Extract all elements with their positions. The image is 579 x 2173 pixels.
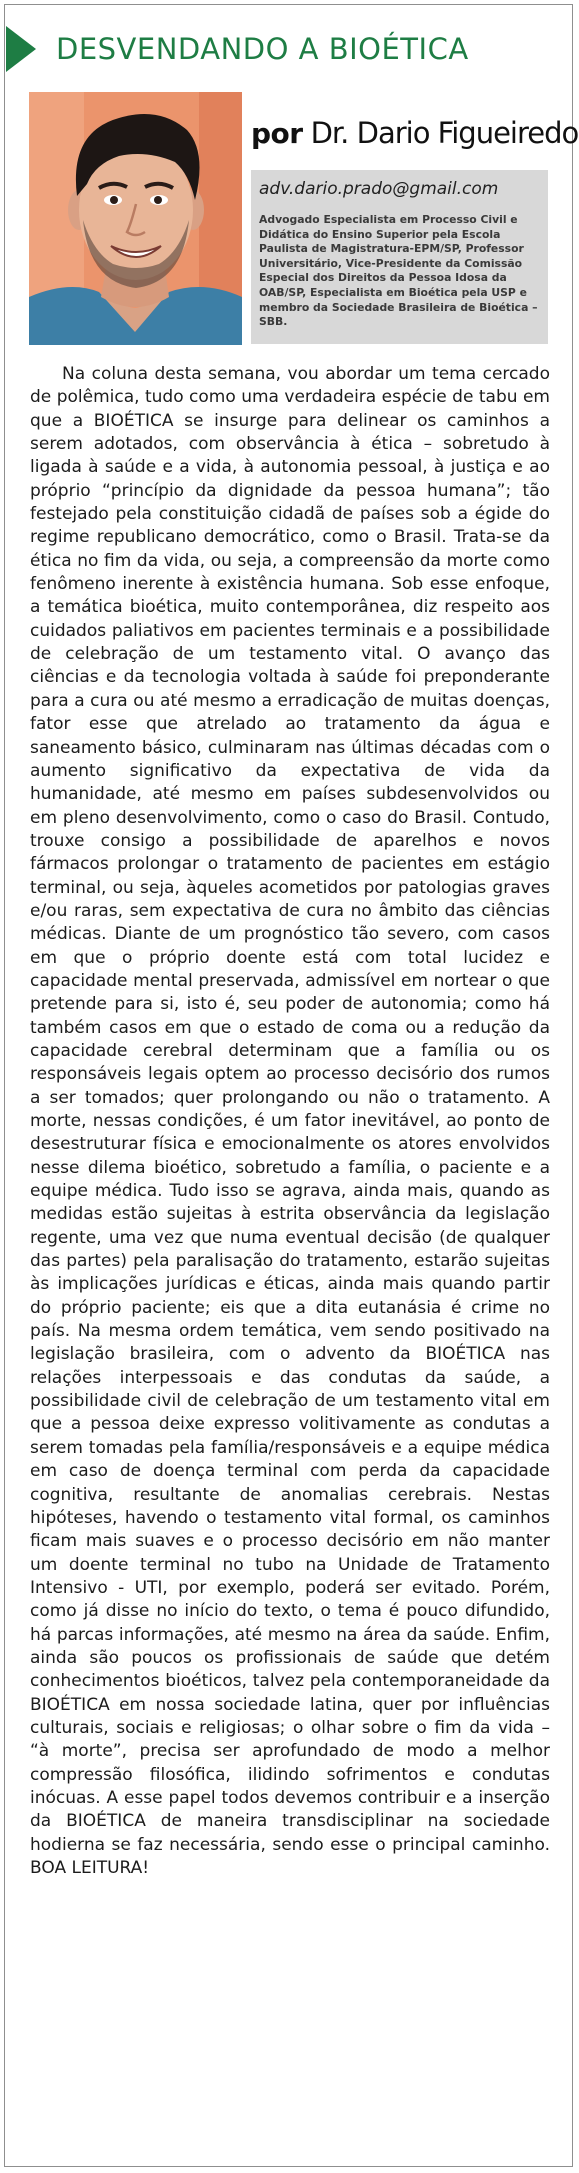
author-byline	[251, 116, 578, 150]
author-bio: Advogado Especialista em Processo Civil e Didática do Ensino Superior pela Escola Paulista de Magistratura-EPM/SP, Professor Universitário, Vice-Presidente da Comissão Especial dos Direitos da Pessoa Idosa da OAB/SP, Especialista em Bioética pela USP e membro da Sociedade Brasileira de Bioética – SBB.	[259, 213, 538, 329]
column-title: DESVENDANDO A BIOÉTICA	[56, 32, 469, 66]
column-header	[0, 10, 576, 68]
article-body	[30, 363, 550, 1880]
byline-prefix: por	[251, 117, 303, 150]
author-name: Dr. Dario Figueiredo	[310, 116, 579, 150]
author-email[interactable]: adv.dario.prado@gmail.com	[259, 179, 499, 199]
article-text: Na coluna desta semana, vou abordar um tema cercado de polêmica, tudo como uma verdadeira espécie de tabu em que a BIOÉTICA se insurge para delinear os caminhos a serem adotados, com observância à ética – sobretudo à ligada à saúde e a vida, à autonomia pessoal, à justiça e ao próprio “princípio da dignidade da pessoa humana”; tão festejado pela constituição cidadã de países sob a égide do regime republicano democrático, como o Brasil. Trata-se da ética no fim da vida, ou seja, a compreensão da morte como fenômeno inerente à existência humana. Sob esse enfoque, a temática bioética, muito contemporânea, diz respeito aos cuidados paliativos em pacientes terminais e a possibilidade de celebração de um testamento vital. O avanço das ciências e da tecnologia voltada à saúde foi preponderante para a cura ou até mesmo a erradicação de muitas doenças, fator esse que atrelado ao tratamento da água e saneamento básico, culminaram nas últimas décadas com o aumento significativo da expectativa de vida da humanidade, até mesmo em países subdesenvolvidos ou em pleno desenvolvimento, como o caso do Brasil. Contudo, trouxe consigo a possibilidade de aparelhos e novos fármacos prolongar o tratamento de pacientes em estágio terminal, ou seja, àqueles acometidos por patologias graves e/ou raras, sem expectativa de cura no âmbito das ciências médicas. Diante de um prognóstico tão severo, com casos em que o próprio doente está com total lucidez e capacidade mental preservada, admissível em nortear o que pretende para si, isto é, seu poder de autonomia; como há também casos em que o estado de coma ou a redução da capacidade cerebral determinam que a família ou os responsáveis legais optem ao processo decisório dos rumos a ser tomados; quer prolongando ou não o tratamento. A morte, nessas condições, é um fator inevitável, ao ponto de desestruturar física e emocionalmente os atores envolvidos nesse dilema bioético, sobretudo a família, o paciente e a equipe médica. Tudo isso se agrava, ainda mais, quando as medidas estão sujeitas à estrita observância da legislação regente, uma vez que numa eventual decisão (de qualquer das partes) pela paralisação do tratamento, estarão sujeitas às implicações jurídicas e éticas, ainda mais quando partir do próprio paciente; eis que a dita eutanásia é crime no país. Na mesma ordem temática, vem sendo positivado na legislação brasileira, com o advento da BIOÉTICA nas relações interpessoais e das condutas da saúde, a possibilidade civil de celebração de um testamento vital em que a pessoa deixe expresso volitivamente as condutas a serem tomadas pela família/responsáveis e a equipe médica em caso de doença terminal com perda da capacidade cognitiva, resultante de anomalias cerebrais. Nestas hipóteses, havendo o testamento vital formal, os caminhos ficam mais suaves e o processo decisório em não manter um doente terminal no tubo na Unidade de Tratamento Intensivo - UTI, por exemplo, poderá ser evitado. Porém, como já disse no início do texto, o tema é pouco difundido, há parcas informações, até mesmo na área da saúde. Enfim, ainda são poucos os profissionais de saúde que detém conhecimentos bioéticos, talvez pela contemporaneidade da BIOÉTICA em nossa sociedade latina, quer por influências culturais, sociais e religiosas; o olhar sobre o fim da vida – “à morte”, precisa ser aprofundado de modo a melhor compressão filosófica, ilidindo sofrimentos e condutas inócuas. A esse papel todos devemos contribuir e a inserção da BIOÉTICA de maneira transdisciplinar na sociedade hodierna se faz necessária, sendo esse o principal caminho.	[30, 364, 550, 1855]
triangle-right-icon	[6, 26, 36, 72]
article-paragraph	[30, 363, 550, 1880]
author-photo	[29, 92, 242, 345]
article-signoff: BOA LEITURA!	[30, 1858, 150, 1878]
author-bio-box	[251, 170, 548, 344]
